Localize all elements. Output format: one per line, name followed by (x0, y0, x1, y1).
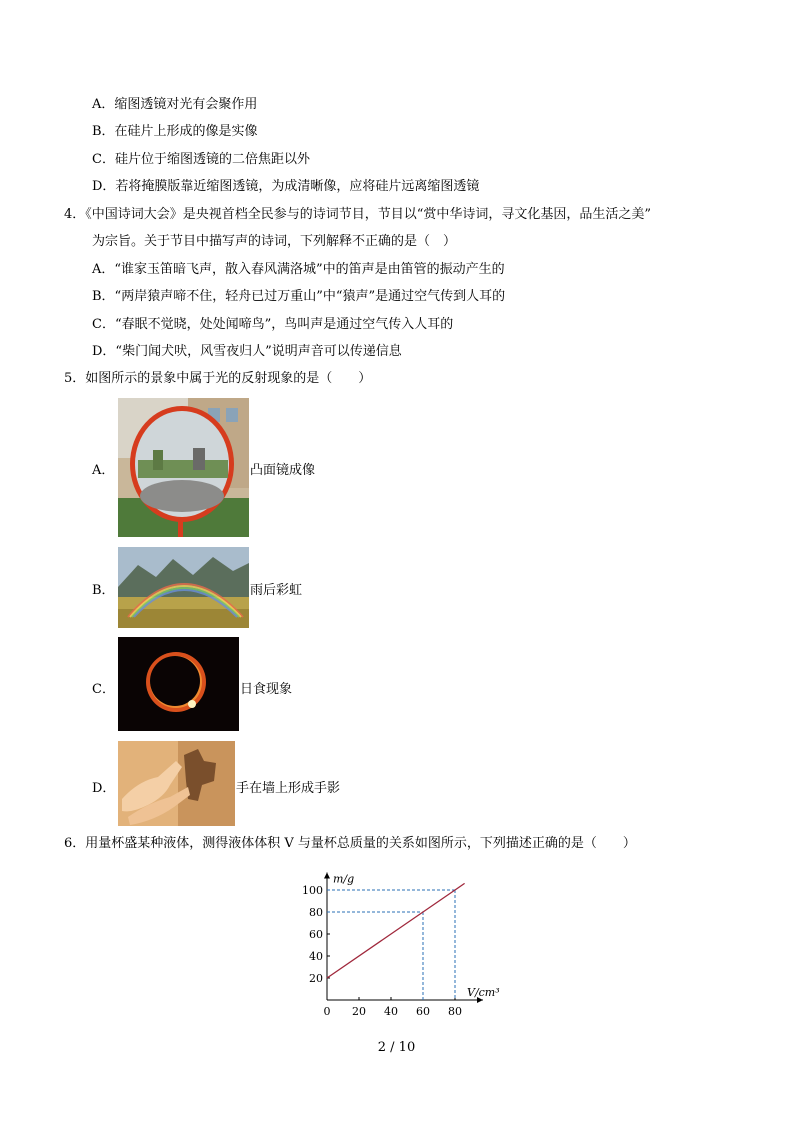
q4-option-a: A．“谁家玉笛暗飞声，散入春风满洛城”中的笛声是由笛管的振动产生的 (92, 262, 505, 277)
y-tick-label: 40 (309, 950, 323, 963)
convex-mirror-image (118, 398, 249, 537)
q3-option-c: C．硅片位于缩图透镜的二倍焦距以外 (92, 152, 310, 167)
q4-option-c: C．“春眠不觉晓，处处闻啼鸟”，鸟叫声是通过空气传入人耳的 (92, 317, 454, 332)
x-tick-label: 0 (323, 1005, 331, 1018)
q3-option-b: B．在硅片上形成的像是实像 (92, 124, 258, 139)
q5-option-a-letter: A． (92, 463, 115, 478)
page-number: 2 / 10 (377, 1040, 416, 1055)
x-tick-label: 20 (352, 1005, 366, 1018)
y-tick-label: 60 (309, 928, 323, 941)
q6-stem: 6．用量杯盛某种液体，测得液体体积 V 与量杯总质量的关系如图所示，下列描述正确的是（ ） (64, 836, 636, 851)
q4-option-d: D．“柴门闻犬吠，风雪夜归人”说明声音可以传递信息 (92, 344, 402, 359)
y-tick-label: 100 (302, 884, 323, 897)
q4-stem-line1: 4．《中国诗词大会》是央视首档全民参与的诗词节目，节目以“赏中华诗词，寻文化基因，品生活之美” (64, 207, 652, 222)
y-tick-label: 80 (309, 906, 323, 919)
y-tick-label: 20 (309, 972, 323, 985)
q5-option-c-letter: C． (92, 682, 115, 697)
q3-option-a: A．缩图透镜对光有会聚作用 (92, 97, 258, 112)
x-axis-label: V/cm³ (467, 986, 500, 999)
q5-option-a-caption: 凸面镜成像 (250, 463, 316, 478)
q5-option-b-caption: 雨后彩虹 (250, 583, 303, 598)
x-tick-label: 60 (416, 1005, 430, 1018)
q4-option-b: B．“两岸猿声啼不住，轻舟已过万重山”中“猿声”是通过空气传到人耳的 (92, 289, 506, 304)
q5-option-b-letter: B． (92, 583, 115, 598)
x-tick-label: 40 (384, 1005, 398, 1018)
mass-volume-chart (290, 862, 520, 1020)
q5-option-d-caption: 手在墙上形成手影 (236, 781, 341, 796)
q3-option-d: D．若将掩膜版靠近缩图透镜，为成清晰像，应将硅片远离缩图透镜 (92, 179, 480, 194)
y-axis-label: m/g (333, 872, 355, 886)
q5-option-c-caption: 日食现象 (240, 682, 293, 697)
hand-shadow-image (118, 741, 235, 826)
rainbow-image (118, 547, 249, 628)
data-line (327, 883, 465, 978)
q5-stem: 5．如图所示的景象中属于光的反射现象的是（ ） (64, 371, 372, 386)
x-tick-label: 80 (448, 1005, 462, 1018)
q5-option-d-letter: D． (92, 781, 116, 796)
q4-stem-line2: 为宗旨。关于节目中描写声的诗词，下列解释不正确的是（ ） (92, 234, 457, 249)
solar-eclipse-image (118, 637, 239, 731)
